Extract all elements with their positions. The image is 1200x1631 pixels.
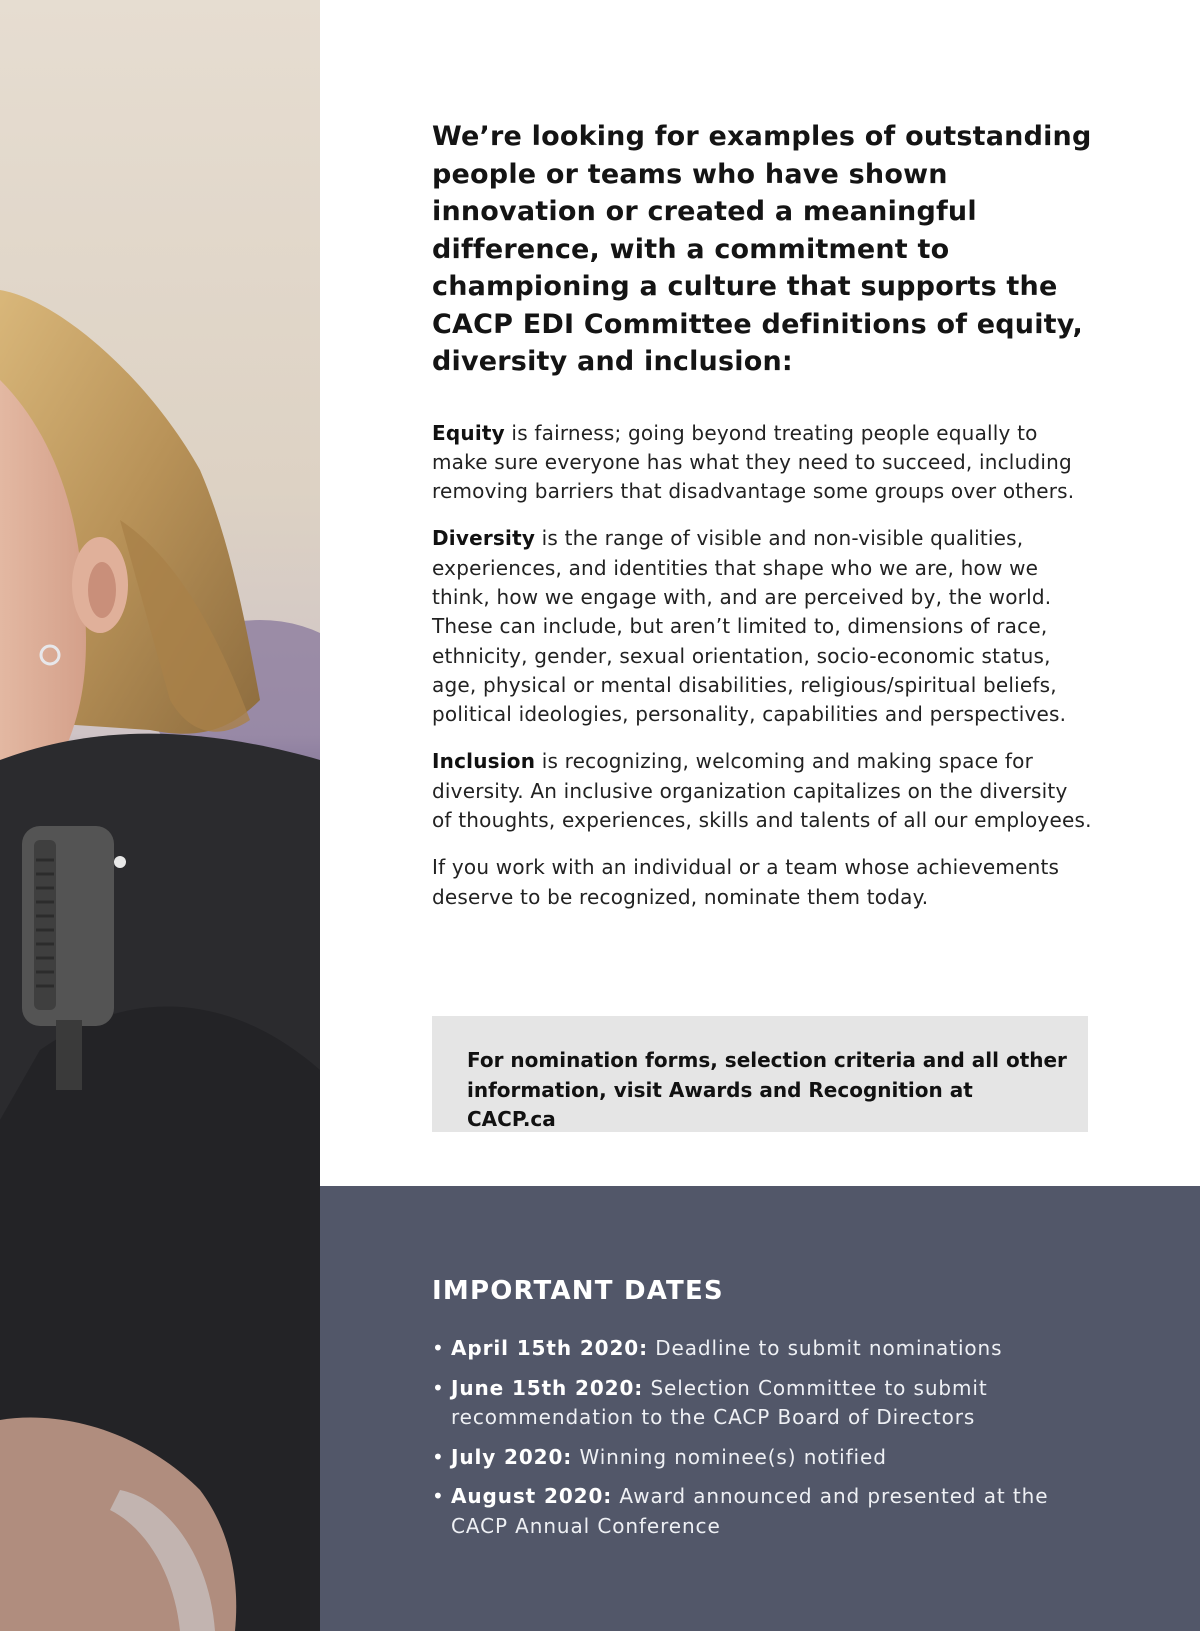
closing-paragraph: If you work with an individual or a team whose achievements deserve to be recognized, nominate them today.	[432, 855, 1060, 909]
definition-inclusion	[432, 747, 1092, 835]
definition-text: is the range of visible and non-visible qualities, experiences, and identities that shape who we are, how we think, how we engage with, and are perceived by, the world. These can include, but aren’t limited to, dimensions of race, ethnicity, gender, sexual orientation, socio-economic status, age, physical or mental disabilities, religious/spiritual beliefs, political ideologies, personality, capabilities and perspectives.	[432, 526, 1067, 727]
lead-statement: We’re looking for examples of outstanding people or teams who have shown innovation or created a meaningful difference, with a commitment to championing a culture that supports the CACP EDI Committee definitions of equity, diversity and inclusion:	[432, 121, 1092, 377]
date-item	[432, 1482, 1072, 1541]
date-item	[432, 1374, 1072, 1433]
officer-photo	[0, 0, 320, 1631]
officer-photo-illustration	[0, 0, 320, 1631]
date-label: August 2020:	[451, 1484, 613, 1508]
definitions	[432, 419, 1092, 912]
date-description: Winning nominee(s) notified	[572, 1444, 887, 1469]
definition-text: is fairness; going beyond treating people equally to make sure everyone has what they need to succeed, including removing barriers that disadvantage some groups over others.	[432, 420, 1075, 504]
definition-term: Diversity	[432, 526, 536, 551]
definition-term: Inclusion	[432, 749, 536, 774]
date-label: July 2020:	[451, 1444, 573, 1469]
important-dates-list	[432, 1334, 1072, 1551]
definition-term: Equity	[432, 420, 505, 445]
date-item	[432, 1443, 1072, 1473]
date-description: Selection Committee to submit recommendation to the CACP Board of Directors	[451, 1375, 988, 1429]
nomination-callout: For nomination forms, selection criteria and all other information, visit Awards and Recognition at CACP.ca	[432, 1016, 1088, 1132]
date-description: Award announced and presented at the CACP Annual Conference	[451, 1484, 1049, 1538]
important-dates-panel	[320, 1186, 1200, 1631]
date-item	[432, 1334, 1072, 1364]
definition-diversity	[432, 524, 1092, 729]
definition-text: is recognizing, welcoming and making space for diversity. An inclusive organization capitalizes on the diversity of thoughts, experiences, skills and talents of all our employees.	[432, 749, 1092, 833]
date-description: Deadline to submit nominations	[648, 1336, 1003, 1360]
definition-equity	[432, 419, 1092, 507]
date-label: April 15th 2020:	[451, 1336, 648, 1360]
date-label: June 15th 2020:	[451, 1375, 644, 1400]
important-dates-heading: IMPORTANT DATES	[432, 1276, 724, 1306]
intro-content	[432, 118, 1092, 930]
